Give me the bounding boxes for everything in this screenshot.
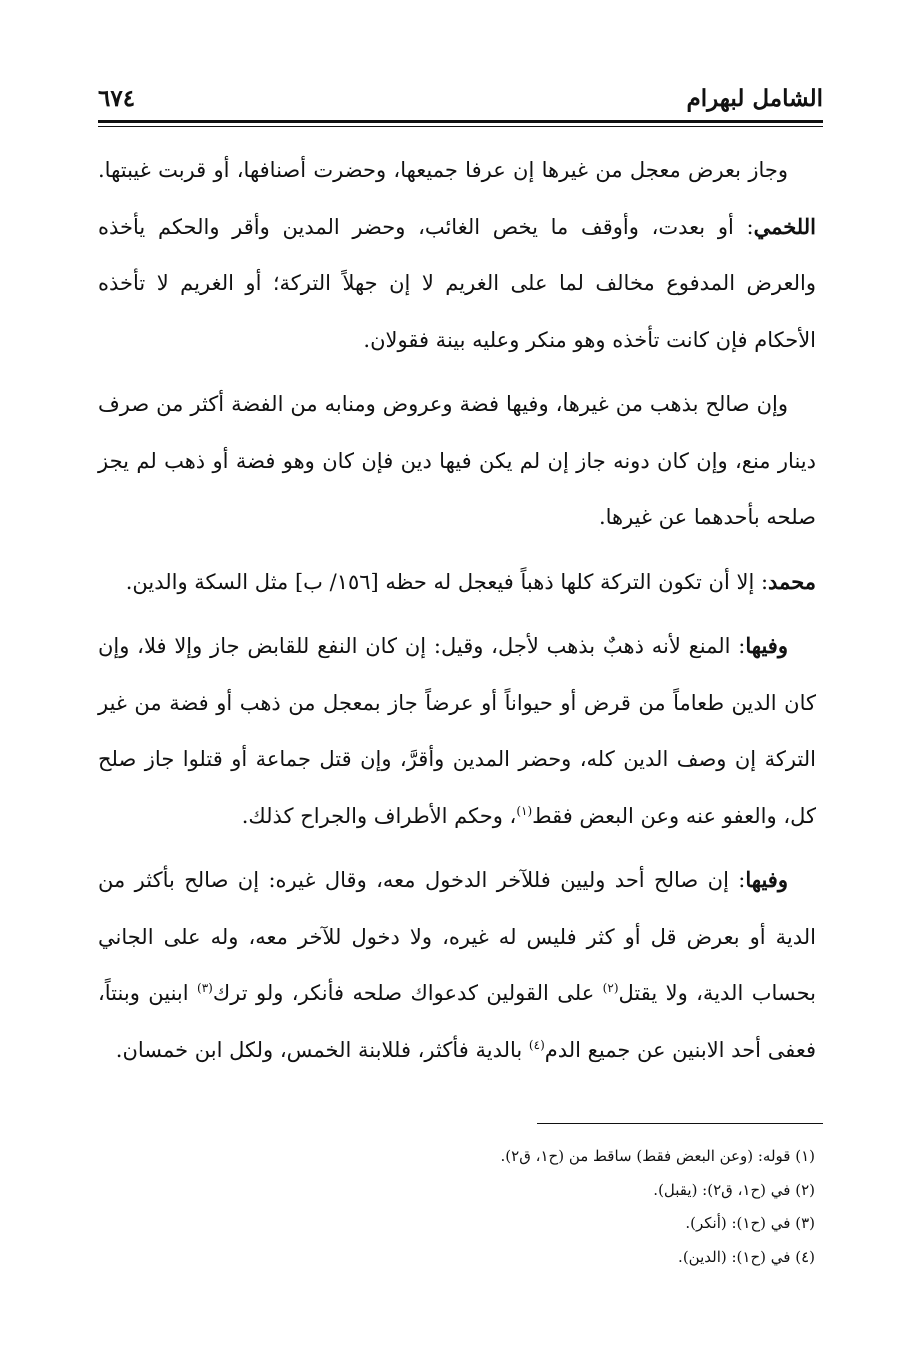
footnote-3: (٣) في (ح١): (أنكر). <box>685 1214 815 1232</box>
footnote-ref-3[interactable]: (٣) <box>197 981 213 995</box>
page-number: ٦٧٤ <box>98 84 136 112</box>
footnote-ref-4[interactable]: (٤) <box>528 1037 545 1052</box>
paragraph-4: وفيها: المنع لأنه ذهبٌ بذهب لأجل، وقيل: إن كان النفع للقابض جاز وإلا فلا، وإن كان الدين طعاماً من قرض أو حيواناً أو عرضاً جاز بمعجل من ذهب أو فضة من غير التركة إن وصف الدين كله، وحضر المدين وأقرَّ، وإن قتل جماعة أو قتلوا جاز صلح كل، والعفو عنه وعن البعض فقط$^{(١)}$، وحكم الأطراف والجراح كذلك. <box>98 633 816 828</box>
author-name-lakhmi: اللخمي <box>753 213 816 239</box>
footnote-2: (٢) في (ح١، ق٢): (يقبل). <box>653 1180 815 1199</box>
footnote-separator <box>537 1123 823 1124</box>
footnote-4: (٤) في (ح١): (الدين). <box>678 1247 815 1266</box>
footnote-ref-2[interactable]: (٢) <box>602 981 619 995</box>
main-text <box>98 142 816 1086</box>
footnote-1: (١) قوله: (وعن البعض فقط) ساقط من (ح١، ق٢). <box>500 1147 815 1165</box>
paragraph-2: وإن صالح بذهب من غيرها، وفيها فضة وعروض ومنابه من الفضة أكثر من صرف دينار منع، وإن كان دونه جاز إن لم يكن فيها دين فإن كان وهو فضة أو ذهب لم يجز صلحه بأحدهما عن غيرها. <box>98 392 816 529</box>
source-label-fiha: وفيها <box>745 633 788 658</box>
paragraph-5: وفيها: إن صالح أحد وليين فللآخر الدخول معه، وقال غيره: إن صالح بأكثر من الدية أو بعرض قل أو كثر فليس له غيره، ولا دخول للآخر معه، وله على الجاني بحساب الدية، ولا يقتل$^{(٢)}$ على القولين كدعواك صلحه فأنكر، ولو ترك$^{(٣)}$ ابنين وبنتاً، فعفى أحد الابنين عن جميع الدم$^{(٤)}$ بالدية فأكثر، فللابنة الخمس، ولكل ابن خمسان. <box>98 867 817 1062</box>
paragraph-1: وجاز بعرض معجل من غيرها إن عرفا جميعها، وحضرت أصنافها، أو قربت غيبتها. اللخمي: أو بعدت، وأوقف ما يخص الغائب، وحضر المدين وأقر والحكم يأخذه والعرض المدفوع مخالف لما على الغريم لا إن جهلاً التركة؛ أو الغريم لا تأخذه الأحكام فإن كانت تأخذه وهو منكر وعليه بينة فقولان. <box>98 158 816 352</box>
running-title: الشامل لبهرام <box>686 84 823 112</box>
paragraph-3: محمد: إلا أن تكون التركة كلها ذهباً فيعجل له حظه [١٥٦/ ب] مثل السكة والدين. <box>125 568 816 594</box>
author-name-muhammad: محمد <box>768 568 816 594</box>
source-label-fiha: وفيها <box>745 867 788 892</box>
header-rule-thick <box>98 120 823 123</box>
footnote-ref-1[interactable]: (١) <box>516 803 533 818</box>
page-header <box>98 78 823 118</box>
header-rule-thin <box>98 126 823 127</box>
footnotes <box>98 1140 823 1274</box>
